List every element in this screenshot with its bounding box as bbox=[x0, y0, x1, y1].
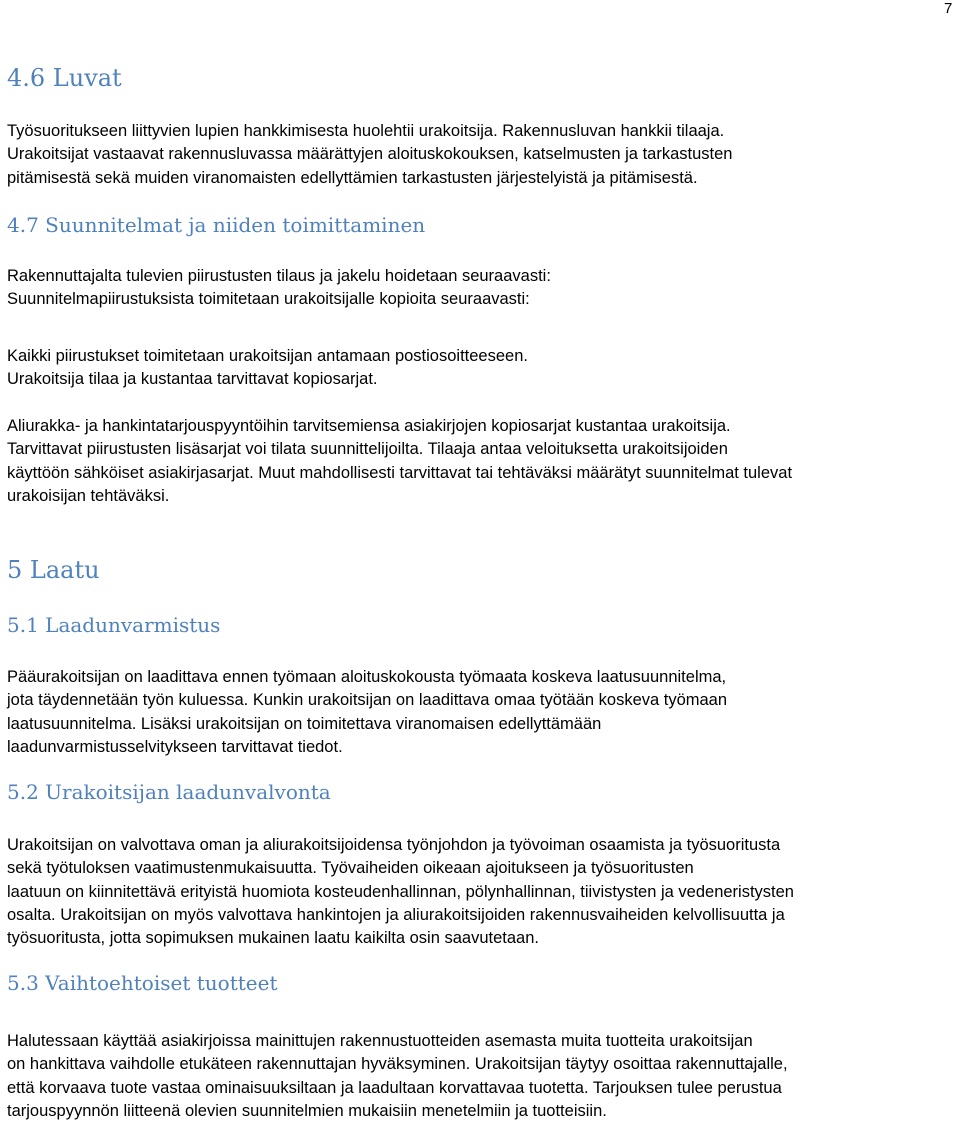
text-line: laatuun on kiinnitettävä erityistä huomiota kosteudenhallinnan, pölynhallinnan, tiivistysten ja vedeneristysten bbox=[7, 882, 794, 901]
text-line: urakoisijan tehtäväksi. bbox=[7, 486, 170, 505]
text-line: Urakoitsijat vastaavat rakennusluvassa määrättyjen aloituskokouksen, katselmusten ja tarkastusten bbox=[7, 145, 733, 164]
text-line: on hankittava vaihdolle etukäteen rakennuttajan hyväksyminen. Urakoitsijan täytyy osoittaa rakennuttajalle, bbox=[7, 1055, 788, 1074]
text-line: osalta. Urakoitsijan on myös valvottava hankintojen ja aliurakoitsijoiden rakennusvaiheiden kelvollisuutta ja bbox=[7, 905, 785, 924]
text-line: tarjouspyynnön liitteenä olevien suunnitelmien mukaisiin menetelmiin ja tuotteisiin. bbox=[7, 1101, 607, 1120]
text-line: Urakoitsijan on valvottava oman ja aliurakoitsijoidensa työnjohdon ja työvoiman osaamista ja työsuoritusta bbox=[7, 836, 781, 854]
text-line: laadunvarmistusselvitykseen tarvittavat tiedot. bbox=[7, 737, 343, 756]
text-line: työsuoritusta, jotta sopimuksen mukainen laatu kaikilta osin saavutetaan. bbox=[7, 929, 539, 948]
heading-4-7-suunnitelmat: 4.7 Suunnitelmat ja niiden toimittaminen bbox=[7, 213, 426, 237]
text-line: Suunnitelmapiirustuksista toimitetaan urakoitsijalle kopioita seuraavasti: bbox=[7, 290, 530, 309]
heading-5-laatu: 5 Laatu bbox=[7, 556, 100, 584]
text-line: Kaikki piirustukset toimitetaan urakoitsijan antamaan postiosoitteeseen. bbox=[7, 347, 528, 365]
paragraph-4-7-kopiosarjat bbox=[7, 415, 792, 508]
text-line: pitämisestä sekä muiden viranomaisten edellyttämien tarkastusten järjestelyistä ja pitämisestä. bbox=[7, 168, 698, 187]
page-number: 7 bbox=[944, 0, 953, 17]
text-line: Urakoitsija tilaa ja kustantaa tarvittavat kopiosarjat. bbox=[7, 370, 378, 389]
text-line: Pääurakoitsijan on laadittava ennen työmaan aloituskokousta työmaata koskeva laatusuunnitelma, bbox=[7, 668, 727, 686]
text-line: sekä työtuloksen vaatimustenmukaisuutta. Työvaiheiden oikeaan ajoitukseen ja työsuoritusten bbox=[7, 859, 694, 878]
text-line: että korvaava tuote vastaa ominaisuuksiltaan ja laadultaan korvattavaa tuotetta. Tarjouksen tulee perustua bbox=[7, 1078, 782, 1097]
paragraph-4-7-piirustukset bbox=[7, 345, 528, 392]
text-line: Rakennuttajalta tulevien piirustusten tilaus ja jakelu hoidetaan seuraavasti: bbox=[7, 267, 551, 285]
paragraph-4-6 bbox=[7, 120, 732, 190]
text-line: Työsuoritukseen liittyvien lupien hankkimisesta huolehtii urakoitsija. Rakennusluvan hankkii tilaaja. bbox=[7, 122, 725, 140]
heading-5-3-vaihtoehtoiset-tuotteet: 5.3 Vaihtoehtoiset tuotteet bbox=[7, 971, 278, 995]
paragraph-5-1 bbox=[7, 666, 727, 759]
heading-5-1-laadunvarmistus: 5.1 Laadunvarmistus bbox=[7, 613, 221, 637]
heading-5-2-laadunvalvonta: 5.2 Urakoitsijan laadunvalvonta bbox=[7, 780, 331, 804]
text-line: käyttöön sähköiset asiakirjasarjat. Muut mahdollisesti tarvittavat tai tehtäväksi määrätyt suunnitelmat tulevat bbox=[7, 463, 793, 482]
text-line: Aliurakka- ja hankintatarjouspyyntöihin tarvitsemiensa asiakirjojen kopiosarjat kustantaa urakoitsija. bbox=[7, 417, 731, 435]
paragraph-4-7-jakelu bbox=[7, 265, 551, 312]
text-line: jota täydennetään työn kuluessa. Kunkin urakoitsijan on laadittava omaa työtään koskeva työmaan bbox=[7, 691, 728, 710]
heading-4-6-luvat: 4.6 Luvat bbox=[7, 64, 122, 92]
paragraph-5-2 bbox=[7, 834, 794, 950]
paragraph-5-3 bbox=[7, 1030, 788, 1123]
text-line: laatusuunnitelma. Lisäksi urakoitsijan on toimitettava viranomaisen edellyttämään bbox=[7, 714, 602, 733]
text-line: Halutessaan käyttää asiakirjoissa mainittujen rakennustuotteiden asemasta muita tuotteita urakoitsijan bbox=[7, 1032, 753, 1050]
text-line: Tarvittavat piirustusten lisäsarjat voi tilata suunnittelijoilta. Tilaaja antaa veloituksetta urakoitsijoiden bbox=[7, 440, 728, 459]
